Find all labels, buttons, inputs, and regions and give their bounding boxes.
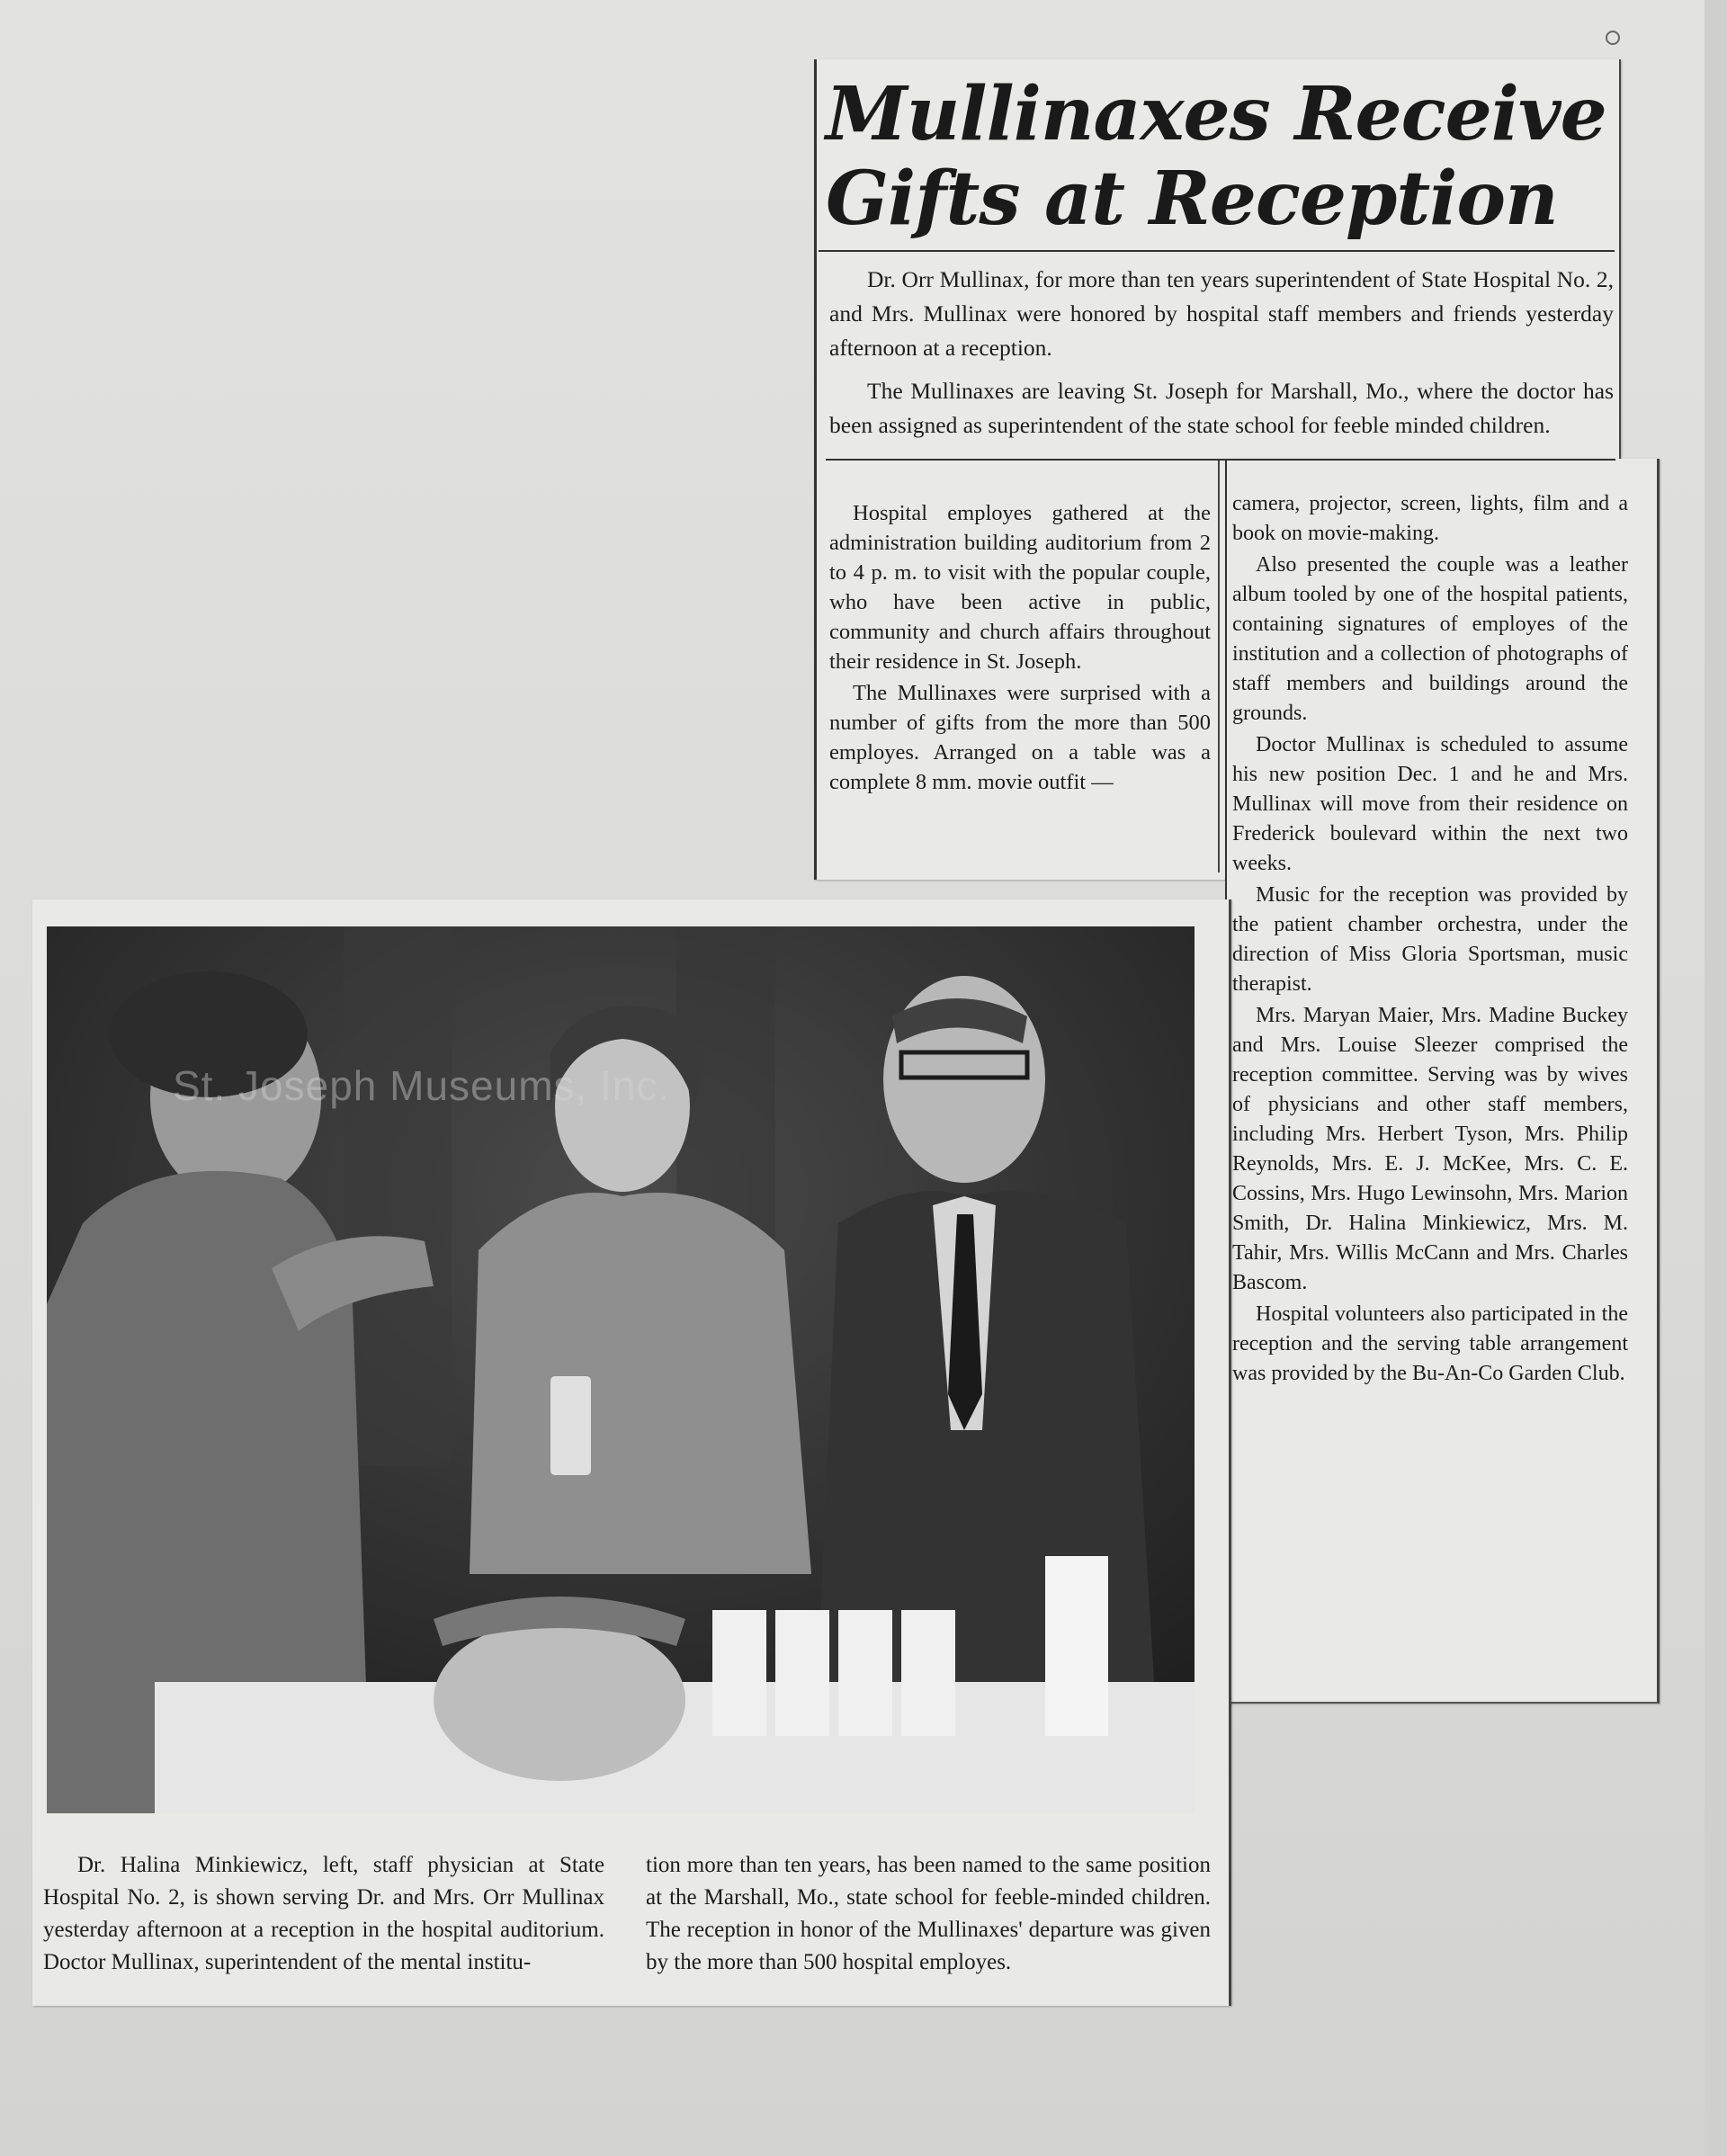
column-paragraph: Also presented the couple was a leather album tooled by one of the hospital patients, containing signatures of employes of the institution and a collection of photographs of staff members and buildings around the grounds.	[1232, 553, 1628, 725]
column-rule	[826, 459, 1615, 461]
column-paragraph: Hospital volunteers also participated in the reception and the serving table arrangement was provided by the Bu-An-Co Garden Club.	[1232, 1302, 1628, 1385]
headline-line-2: Gifts at Reception	[826, 156, 1558, 242]
column-paragraph: Mrs. Maryan Maier, Mrs. Madine Buckey and Mrs. Louise Sleezer comprised the reception committee. Serving was by wives of physicians and other staff members, including Mrs. Herbert Tyson, Mrs. Philip Reynolds, Mrs. E. J. McKee, Mrs. C. E. Cossins, Mrs. Hugo Lewinsohn, Mrs. Marion Smith, Dr. Halina Minkiewicz, Mrs. M. Tahir, Mrs. Willis McCann and Mrs. Charles Bascom.	[1232, 1004, 1628, 1294]
column-paragraph: Music for the reception was provided by the patient chamber orchestra, under the direction of Miss Gloria Sportsman, music therapist.	[1232, 883, 1628, 996]
column-paragraph: The Mullinaxes were surprised with a number of gifts from the more than 500 employes. Arranged on a table was a complete 8 mm. movie outfit —	[829, 681, 1211, 794]
photo-watermark: St. Joseph Museums, Inc.	[173, 1062, 671, 1109]
pin-icon	[1606, 31, 1620, 45]
headline-line-1: Mullinaxes Receive	[826, 71, 1606, 157]
column-paragraph: Doctor Mullinax is scheduled to assume his new position Dec. 1 and he and Mrs. Mullinax will move from their residence on Frederick boulevard within the next two weeks.	[1232, 733, 1628, 875]
column-divider	[1218, 461, 1220, 872]
article-column-2	[1232, 489, 1628, 1391]
lead-paragraph: Dr. Orr Mullinax, for more than ten years superintendent of State Hospital No. 2, and Mrs. Mullinax were honored by hospital staff members and friends yesterday afternoon at a reception.	[829, 266, 1614, 361]
reception-photo	[47, 926, 1195, 1813]
photo-caption-right: tion more than ten years, has been named to the same position at the Marshall, Mo., state school for feeble-minded children. The reception in honor of the Mullinaxes' departure was given by the more than 500 hospital employes.	[646, 1853, 1211, 1974]
column-paragraph: camera, projector, screen, lights, film and a book on movie-making.	[1232, 492, 1628, 545]
photo-illustration	[47, 926, 1195, 1813]
photo-caption-left: Dr. Halina Minkiewicz, left, staff physician at State Hospital No. 2, is shown serving Dr. and Mrs. Orr Mullinax yesterday afternoon at a reception in the hospital auditorium. Doctor Mullinax, superintendent of the mental institu-	[43, 1853, 604, 1974]
headline-rule	[819, 250, 1615, 252]
page-edge	[1705, 0, 1727, 2156]
article-headline	[826, 72, 1608, 241]
article-column-1	[829, 498, 1211, 799]
column-paragraph: Hospital employes gathered at the administration building auditorium from 2 to 4 p. m. to visit with the popular couple, who have been active in public, community and church affairs throughout their residence in St. Joseph.	[829, 501, 1211, 674]
lead-paragraph: The Mullinaxes are leaving St. Joseph for Marshall, Mo., where the doctor has been assigned as superintendent of the state school for feeble minded children.	[829, 378, 1614, 438]
